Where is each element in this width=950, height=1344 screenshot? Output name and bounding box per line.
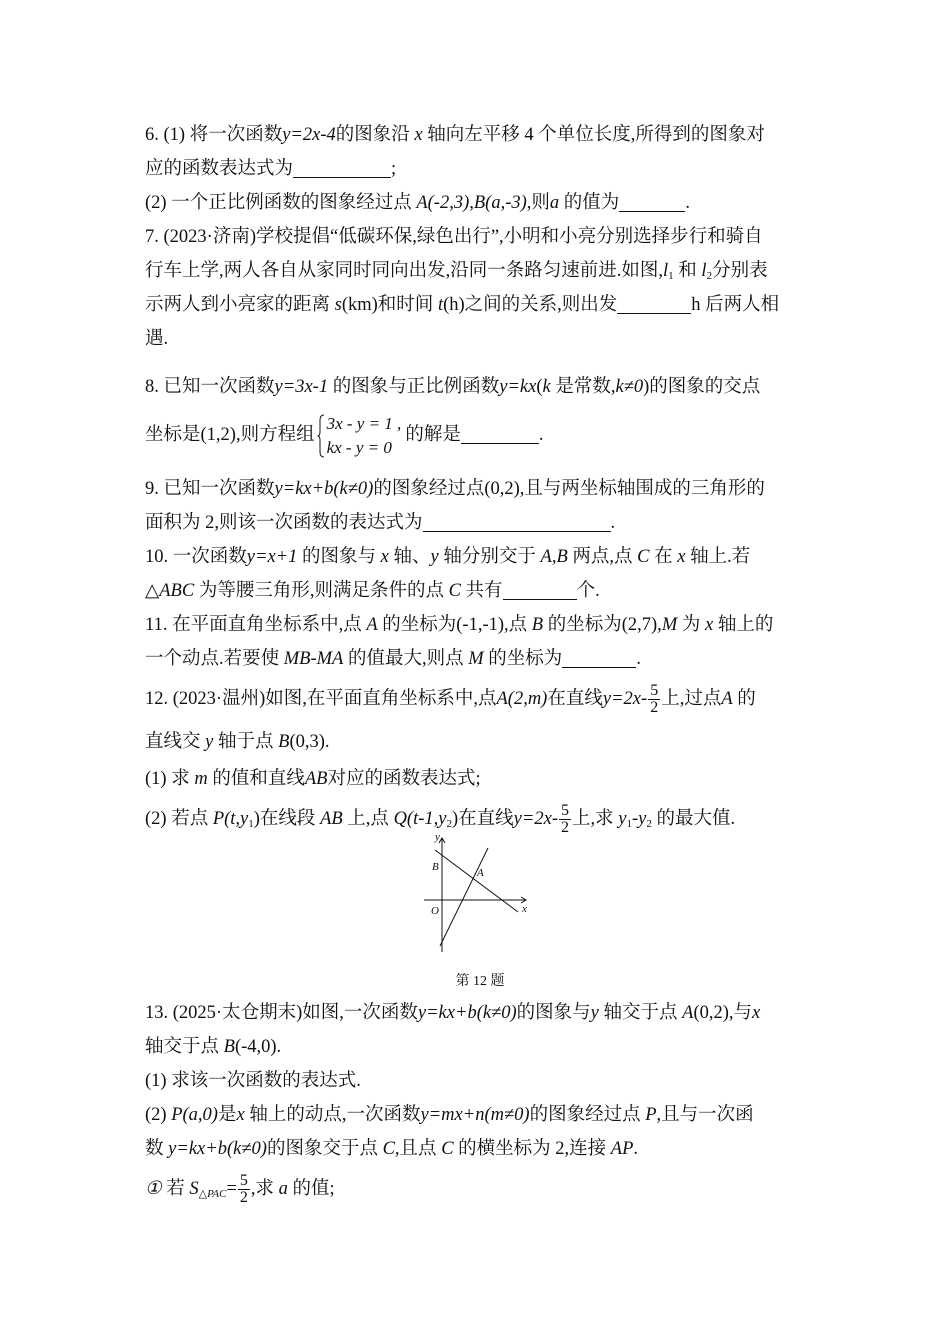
math: Q(t-1,y — [393, 809, 447, 829]
text: 是 — [217, 1105, 237, 1125]
math: y=kx+b — [417, 1003, 477, 1023]
math: P(a,0) — [171, 1105, 218, 1125]
math: M — [661, 615, 678, 635]
math: x — [705, 615, 714, 635]
q13-line-2 — [145, 1030, 805, 1064]
text: 行车上学,两人各自从家同时同向出发,沿同一条路匀速前进.如图, — [145, 261, 664, 281]
point-A-label: A — [477, 867, 484, 879]
text: )的图象的交点 — [643, 377, 761, 397]
answer-blank[interactable] — [461, 421, 539, 444]
text: 10. 一次函数 — [145, 547, 247, 567]
math: A(2,m) — [496, 689, 548, 709]
fraction — [238, 1173, 250, 1206]
text: 轴上.若 — [690, 547, 751, 567]
text: )在直线 — [451, 809, 514, 829]
text: . — [685, 193, 690, 213]
math: y — [430, 547, 439, 567]
q13-part-1 — [145, 1064, 805, 1098]
q9-line-1 — [145, 472, 805, 506]
answer-blank[interactable] — [619, 189, 685, 212]
text: 轴向左平移 4 个单位长度,所得到的图象对 — [427, 125, 765, 145]
text: 遇. — [145, 329, 169, 349]
text: . — [633, 1139, 639, 1159]
q12-line-2 — [145, 722, 805, 762]
math: y=kx — [499, 377, 537, 397]
equation-1: 3x - y = 1 , — [326, 413, 402, 433]
q6-part-2 — [145, 186, 805, 220]
line-y-2x — [440, 848, 488, 946]
math: m — [194, 769, 208, 789]
math: B — [223, 1037, 235, 1057]
text: 坐标是(1,2),则方程组 — [145, 425, 315, 445]
q13-part-2 — [145, 1098, 805, 1132]
equation-2: kx - y = 0 — [326, 437, 392, 457]
q6-line-2 — [145, 152, 805, 186]
text: (-4,0). — [234, 1037, 282, 1057]
math: A(-2,3),B(a,-3) — [416, 193, 527, 213]
math: y=mx+n — [420, 1105, 485, 1125]
text: 和 — [678, 261, 697, 281]
text: (1) 求 — [145, 769, 190, 789]
text: 的图象与 — [302, 547, 377, 567]
denominator: 2 — [650, 699, 659, 717]
math: MB-MA — [283, 649, 344, 669]
math: x — [677, 547, 686, 567]
text: 轴上的 — [717, 615, 774, 635]
circled-1-icon: ① — [145, 1179, 162, 1199]
text: . — [610, 513, 616, 533]
text: 的值; — [292, 1179, 335, 1199]
text: 在直线 — [547, 689, 603, 709]
text: 上,过点 — [661, 689, 722, 709]
text: 对应的函数表达式; — [327, 769, 481, 789]
q12-line-1 — [145, 676, 805, 722]
text: (2) 若点 — [145, 809, 209, 829]
q13-subpart-1 — [145, 1166, 805, 1212]
text: ,且点 — [394, 1139, 437, 1159]
text: 的 — [737, 689, 756, 709]
math-sub: △PAC — [198, 1188, 227, 1200]
math: ABC — [159, 581, 195, 601]
math: (k≠0) — [476, 1003, 517, 1023]
math: a — [549, 193, 560, 213]
q8-line-2 — [145, 404, 805, 466]
question-13 — [145, 996, 805, 1212]
math: C — [637, 547, 650, 567]
text: ,且与一次函 — [656, 1105, 754, 1125]
q13-line-3 — [145, 1132, 805, 1166]
text: 的坐标为 — [488, 649, 563, 669]
text: 的图象交于点 — [266, 1139, 378, 1159]
x-label: x — [522, 903, 527, 915]
math: x — [752, 1003, 761, 1023]
answer-blank[interactable] — [562, 645, 636, 668]
text: (2) — [145, 1105, 167, 1125]
text: 的值最大,则点 — [347, 649, 464, 669]
math: k — [542, 377, 551, 397]
text: 上,求 — [571, 809, 614, 829]
point-B-label: B — [432, 861, 439, 873]
q10-line-1 — [145, 540, 805, 574]
answer-blank[interactable] — [617, 291, 691, 314]
math-sub: 1 — [668, 270, 674, 282]
text: △ — [145, 581, 160, 601]
q12-figure — [418, 828, 538, 958]
text: (km)和时间 — [341, 295, 434, 315]
math: y — [590, 1003, 599, 1023]
math: y=3x-1 — [274, 377, 329, 397]
math: y — [205, 732, 214, 752]
math: C — [448, 581, 461, 601]
text: . — [538, 425, 544, 445]
text: 的图象经过点(0,2),且与两坐标轴围成的三角形的 — [373, 479, 765, 499]
text: 分别表 — [712, 261, 768, 281]
text: 的解是 — [405, 425, 461, 445]
q11-line-1 — [145, 608, 805, 642]
text: 轴、 — [393, 547, 431, 567]
math: x — [380, 547, 389, 567]
math-sub: 2 — [706, 270, 713, 282]
text: 上,点 — [347, 809, 389, 829]
text: ( — [536, 377, 543, 397]
math-sub: 1 — [626, 818, 632, 830]
math: P — [645, 1105, 657, 1125]
math: y=x+1 — [246, 547, 298, 567]
math: S — [189, 1179, 199, 1199]
q7-line-3 — [145, 288, 805, 322]
denominator: 2 — [560, 819, 569, 837]
brace-icon — [317, 414, 325, 458]
text: 数 — [145, 1139, 164, 1159]
q6-line-1 — [145, 118, 805, 152]
text: 轴交于点 — [603, 1003, 678, 1023]
math: AB — [304, 769, 328, 789]
text: 的图象经过点 — [529, 1105, 641, 1125]
q10-line-2 — [145, 574, 805, 608]
text: )在线段 — [253, 809, 316, 829]
origin-label: O — [431, 905, 439, 917]
math: l — [701, 261, 707, 281]
math-sub: 2 — [446, 818, 452, 830]
text: (h)之间的关系,则出发 — [443, 295, 618, 315]
math: t — [437, 295, 444, 315]
text: 轴交于点 — [145, 1037, 220, 1057]
text: 8. 已知一次函数 — [145, 377, 275, 397]
denominator: 2 — [239, 1189, 248, 1207]
math: A — [721, 689, 733, 709]
text: 的图象与 — [516, 1003, 591, 1023]
text: 的横坐标为 2,连接 — [458, 1139, 607, 1159]
answer-blank[interactable] — [423, 509, 611, 532]
text: 的图象沿 — [335, 125, 410, 145]
q12-part-1 — [145, 762, 805, 796]
q8-line-1 — [145, 370, 805, 404]
text: 的最大值. — [656, 809, 736, 829]
question-list — [145, 118, 805, 842]
math: x — [236, 1105, 245, 1125]
text: 直线交 — [145, 732, 201, 752]
math: C — [441, 1139, 454, 1159]
math-sub: 2 — [646, 818, 652, 830]
text: 一个动点.若要使 — [145, 649, 280, 669]
math: x — [414, 125, 423, 145]
text: ; — [391, 159, 397, 179]
text: 的值为 — [563, 193, 620, 213]
q13-line-1 — [145, 996, 805, 1030]
math: y=2x-4 — [282, 125, 336, 145]
math: a — [278, 1179, 288, 1199]
q9-line-2 — [145, 506, 805, 540]
q11-line-2 — [145, 642, 805, 676]
math: y=2x- — [602, 689, 648, 709]
y-label: y — [435, 831, 440, 843]
math: (m≠0) — [484, 1105, 530, 1125]
text: (0,3). — [289, 732, 330, 752]
text: (0,2),与 — [693, 1003, 753, 1023]
math-sub: 1 — [248, 818, 254, 830]
text: 13. (2025·太仓期末)如图,一次函数 — [145, 1003, 418, 1023]
answer-blank[interactable] — [503, 577, 577, 600]
math: y — [618, 809, 627, 829]
text: 11. 在平面直角坐标系中,点 — [145, 615, 362, 635]
math: y=kx+b — [168, 1139, 227, 1159]
math: (k≠0) — [333, 479, 374, 499]
math: A,B — [540, 547, 568, 567]
math: y=2x- — [513, 809, 558, 829]
math: y=kx+b — [274, 479, 334, 499]
q7-line-4 — [145, 322, 805, 356]
text: 的图象与正比例函数 — [332, 377, 500, 397]
math: B — [531, 615, 544, 635]
numerator: 5 — [650, 682, 659, 700]
text: 应的函数表达式为 — [145, 159, 294, 179]
text: = — [226, 1179, 237, 1199]
fraction — [648, 683, 660, 716]
text: (2) 一个正比例函数的图象经过点 — [145, 193, 412, 213]
math: B — [278, 732, 290, 752]
text: ,则 — [526, 193, 550, 213]
text: 轴分别交于 — [443, 547, 536, 567]
math: (k≠0) — [227, 1139, 267, 1159]
text: 两点,点 — [572, 547, 633, 567]
math: l — [663, 261, 669, 281]
math: AP — [610, 1139, 634, 1159]
text: 9. 已知一次函数 — [145, 479, 275, 499]
math: A — [366, 615, 378, 635]
fraction — [559, 803, 571, 836]
text: 若 — [166, 1179, 185, 1199]
math: C — [382, 1139, 395, 1159]
line-AB — [435, 850, 518, 912]
text: 12. (2023·温州)如图,在平面直角坐标系中,点 — [145, 689, 497, 709]
text: 的坐标为(2,7), — [547, 615, 662, 635]
figure-caption: 第 12 题 — [455, 974, 505, 989]
math: s — [334, 295, 342, 315]
text: 面积为 2,则该一次函数的表达式为 — [145, 513, 423, 533]
math: P(t,y — [212, 809, 249, 829]
text: 为等腰三角形,则满足条件的点 — [198, 581, 444, 601]
answer-blank[interactable] — [293, 155, 391, 178]
text: 个. — [576, 581, 600, 601]
text: . — [636, 649, 641, 669]
text: ,求 — [250, 1179, 275, 1199]
math: AB — [320, 809, 343, 829]
equation-system — [317, 412, 402, 460]
text: 为 — [681, 615, 701, 635]
numerator: 5 — [239, 1172, 248, 1190]
text: 是常数, — [555, 377, 616, 397]
text: 7. (2023·济南)学校提倡“低碳环保,绿色出行”,小明和小亮分别选择步行和骑自 — [145, 227, 763, 247]
text: (1) 求该一次函数的表达式. — [145, 1071, 361, 1091]
text: 轴上的动点,一次函数 — [249, 1105, 421, 1125]
text: 的值和直线 — [212, 769, 305, 789]
math: A — [682, 1003, 694, 1023]
text: 6. (1) 将一次函数 — [145, 125, 283, 145]
math: -y — [631, 809, 647, 829]
text: h 后两人相 — [691, 295, 780, 315]
math: k≠0 — [615, 377, 644, 397]
text: 共有 — [465, 581, 503, 601]
text: 的坐标为(-1,-1),点 — [382, 615, 528, 635]
numerator: 5 — [560, 802, 569, 820]
math: M — [468, 649, 484, 669]
text: 示两人到小亮家的距离 — [145, 295, 331, 315]
text: 轴于点 — [217, 732, 274, 752]
q7-line-1 — [145, 220, 805, 254]
q7-line-2 — [145, 254, 805, 288]
text: 在 — [654, 547, 673, 567]
